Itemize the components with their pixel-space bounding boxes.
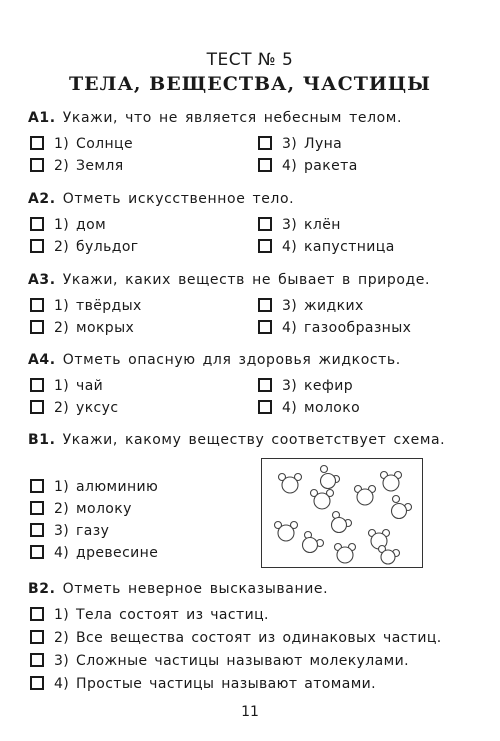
- molecule: [279, 474, 302, 494]
- molecule: [335, 544, 356, 564]
- question-a3: [28, 272, 430, 288]
- option-a1-3[interactable]: [258, 135, 342, 153]
- option-b2-2[interactable]: [30, 629, 442, 647]
- checkbox[interactable]: [30, 400, 44, 414]
- option-a4-4[interactable]: [258, 399, 360, 417]
- checkbox[interactable]: [30, 607, 44, 621]
- question-a2: [28, 191, 294, 207]
- molecule: [275, 522, 298, 542]
- option-a3-3[interactable]: [258, 297, 364, 315]
- option-label: 1) Солнце: [54, 136, 134, 152]
- checkbox[interactable]: [30, 298, 44, 312]
- molecule: [369, 530, 390, 550]
- checkbox[interactable]: [30, 158, 44, 172]
- test-number: ТЕСТ № 5: [206, 50, 294, 70]
- question-text: Укажи, каких веществ не бывает в природе.: [62, 272, 431, 288]
- checkbox[interactable]: [30, 676, 44, 690]
- option-label: 4) газообразных: [282, 320, 412, 336]
- checkbox[interactable]: [258, 378, 272, 392]
- checkbox[interactable]: [30, 378, 44, 392]
- option-label: 1) алюминию: [54, 479, 159, 495]
- molecule: [303, 532, 324, 553]
- option-a3-2[interactable]: [30, 319, 134, 337]
- checkbox[interactable]: [30, 239, 44, 253]
- option-label: 3) Луна: [282, 136, 343, 152]
- option-a4-3[interactable]: [258, 377, 353, 395]
- option-a2-3[interactable]: [258, 216, 341, 234]
- test-title: ТЕЛА, ВЕЩЕСТВА, ЧАСТИЦЫ: [69, 73, 431, 95]
- option-label: 4) ракета: [282, 158, 358, 174]
- checkbox[interactable]: [258, 320, 272, 334]
- question-code: А4.: [28, 352, 56, 368]
- option-label: 2) уксус: [54, 400, 119, 416]
- question-code: А2.: [28, 191, 56, 207]
- checkbox[interactable]: [258, 400, 272, 414]
- question-text: Отметь искусственное тело.: [62, 191, 295, 207]
- option-a3-1[interactable]: [30, 297, 142, 315]
- option-label: 1) твёрдых: [54, 298, 142, 314]
- molecule: [392, 496, 412, 519]
- molecule: [321, 466, 340, 489]
- question-text: Укажи, что не является небесным телом.: [62, 110, 403, 126]
- option-label: 1) чай: [54, 378, 104, 394]
- question-b2: [28, 581, 328, 597]
- page-number: 11: [241, 704, 259, 720]
- option-label: 1) дом: [54, 217, 107, 233]
- option-label: 2) молоку: [54, 501, 132, 517]
- molecule: [379, 546, 400, 565]
- option-label: 2) Земля: [54, 158, 124, 174]
- checkbox[interactable]: [30, 630, 44, 644]
- option-b1-4[interactable]: [30, 544, 158, 562]
- option-b1-1[interactable]: [30, 478, 158, 496]
- option-label: 3) газу: [54, 523, 110, 539]
- checkbox[interactable]: [30, 523, 44, 537]
- option-a4-2[interactable]: [30, 399, 118, 417]
- option-label: 3) Сложные частицы называют молекулами.: [54, 653, 409, 669]
- question-text: Отметь неверное высказывание.: [62, 581, 329, 597]
- option-a2-1[interactable]: [30, 216, 106, 234]
- option-b2-4[interactable]: [30, 675, 376, 693]
- checkbox[interactable]: [30, 320, 44, 334]
- question-a1: [28, 110, 402, 126]
- molecule: [381, 472, 402, 492]
- option-label: 4) Простые частицы называют атомами.: [54, 676, 377, 692]
- option-b2-1[interactable]: [30, 606, 269, 624]
- question-text: Отметь опасную для здоровья жидкость.: [62, 352, 401, 368]
- checkbox[interactable]: [30, 501, 44, 515]
- checkbox[interactable]: [30, 136, 44, 150]
- question-code: В2.: [28, 581, 56, 597]
- question-a4: [28, 352, 401, 368]
- particle-scheme-drawing: [262, 459, 422, 567]
- checkbox[interactable]: [30, 653, 44, 667]
- option-label: 4) древесине: [54, 545, 159, 561]
- particle-scheme: [261, 458, 423, 568]
- option-a4-1[interactable]: [30, 377, 103, 395]
- checkbox[interactable]: [30, 217, 44, 231]
- option-label: 4) капустница: [282, 239, 395, 255]
- molecule: [355, 486, 376, 506]
- molecule: [311, 490, 334, 510]
- checkbox[interactable]: [30, 545, 44, 559]
- option-a1-2[interactable]: [30, 157, 124, 175]
- option-label: 2) мокрых: [54, 320, 135, 336]
- checkbox[interactable]: [258, 239, 272, 253]
- question-b1: [28, 432, 445, 448]
- option-b2-3[interactable]: [30, 652, 409, 670]
- option-a2-2[interactable]: [30, 238, 139, 256]
- checkbox[interactable]: [258, 298, 272, 312]
- checkbox[interactable]: [30, 479, 44, 493]
- question-code: А1.: [28, 110, 56, 126]
- option-label: 3) жидких: [282, 298, 364, 314]
- checkbox[interactable]: [258, 217, 272, 231]
- option-label: 4) молоко: [282, 400, 361, 416]
- option-label: 3) клён: [282, 217, 341, 233]
- option-label: 3) кефир: [282, 378, 354, 394]
- checkbox[interactable]: [258, 136, 272, 150]
- option-b1-3[interactable]: [30, 522, 109, 540]
- option-a3-4[interactable]: [258, 319, 411, 337]
- option-label: 2) Все вещества состоят из одинаковых частиц.: [54, 630, 442, 646]
- option-label: 2) бульдог: [54, 239, 139, 255]
- option-a1-1[interactable]: [30, 135, 133, 153]
- molecule: [332, 512, 352, 533]
- option-a1-4[interactable]: [258, 157, 358, 175]
- question-text: Укажи, какому веществу соответствует схема.: [62, 432, 446, 448]
- option-label: 1) Тела состоят из частиц.: [54, 607, 269, 623]
- question-code: А3.: [28, 272, 56, 288]
- option-b1-2[interactable]: [30, 500, 132, 518]
- question-code: В1.: [28, 432, 56, 448]
- option-a2-4[interactable]: [258, 238, 395, 256]
- checkbox[interactable]: [258, 158, 272, 172]
